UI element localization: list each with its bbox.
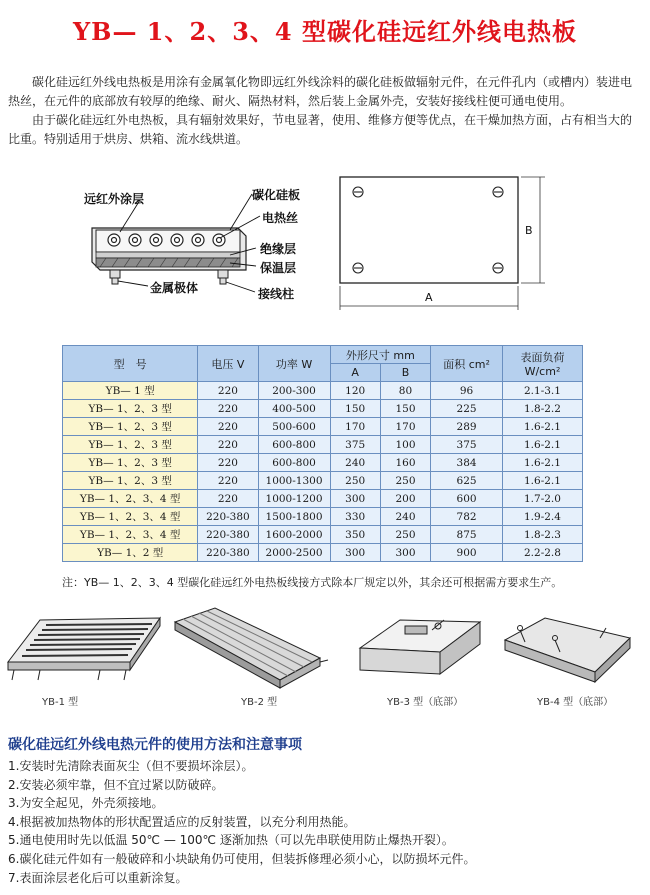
header-b: B <box>380 364 430 382</box>
product-yb3-image <box>360 620 480 674</box>
cell-a: 150 <box>330 400 380 418</box>
usage-item: 2.安装必须牢靠，但不宜过紧以防破碎。 <box>8 777 224 792</box>
cell-load: 1.6-2.1 <box>502 418 582 436</box>
cell-voltage: 220-380 <box>198 526 258 544</box>
cell-a: 170 <box>330 418 380 436</box>
cell-b: 150 <box>380 400 430 418</box>
header-model: 型 号 <box>63 346 198 382</box>
table-row <box>63 436 583 454</box>
cell-b: 200 <box>380 490 430 508</box>
usage-item: 3.为安全起见，外壳须接地。 <box>8 796 164 811</box>
cell-model: YB— 1、2、3、4 型 <box>63 526 198 544</box>
usage-list <box>8 757 475 887</box>
cell-voltage: 220 <box>198 490 258 508</box>
cell-b: 240 <box>380 508 430 526</box>
header-voltage: 电压 V <box>198 346 258 382</box>
cell-power: 200-300 <box>258 382 330 400</box>
cell-power: 600-800 <box>258 454 330 472</box>
product-label-yb2: YB-2 型 <box>241 697 278 708</box>
product-yb4-image <box>505 618 630 682</box>
table-row <box>63 418 583 436</box>
cell-model: YB— 1、2 型 <box>63 544 198 562</box>
cell-area: 375 <box>431 436 503 454</box>
cell-a: 300 <box>330 490 380 508</box>
cell-load: 1.6-2.1 <box>502 454 582 472</box>
cell-b: 300 <box>380 544 430 562</box>
plan-diagram <box>335 172 550 312</box>
label-heating-wire: 电热丝 <box>262 211 299 225</box>
cross-section-diagram <box>70 178 345 308</box>
usage-item: 5.通电使用时先以低温 50℃ — 100℃ 逐渐加热（可以先串联使用防止爆热开裂）。 <box>8 833 454 848</box>
cell-area: 782 <box>431 508 503 526</box>
cell-voltage: 220 <box>198 454 258 472</box>
product-label-yb3: YB-3 型（底部） <box>387 697 464 708</box>
cell-model: YB— 1 型 <box>63 382 198 400</box>
dim-b-label: B <box>525 224 533 237</box>
table-note: 注：YB— 1、2、3、4 型碳化硅远红外电热板线接方式除本厂规定以外，其余还可根据需方要求生产。 <box>62 576 563 589</box>
cell-power: 400-500 <box>258 400 330 418</box>
product-yb1-image <box>8 618 160 680</box>
usage-item: 6.碳化硅元件如有一般破碎和小块缺角仍可使用，但装拆修理必须小心，以防损坏元件。 <box>8 851 476 866</box>
header-load-unit: W/cm² <box>524 365 561 378</box>
table-row <box>63 508 583 526</box>
cell-model: YB— 1、2、3 型 <box>63 436 198 454</box>
dim-a-label: A <box>425 291 433 304</box>
table-header-row <box>63 346 583 364</box>
cell-load: 2.1-3.1 <box>502 382 582 400</box>
cell-area: 96 <box>431 382 503 400</box>
cell-a: 120 <box>330 382 380 400</box>
cell-model: YB— 1、2、3 型 <box>63 400 198 418</box>
cell-a: 240 <box>330 454 380 472</box>
cell-a: 330 <box>330 508 380 526</box>
cell-power: 600-800 <box>258 436 330 454</box>
cell-load: 1.8-2.3 <box>502 526 582 544</box>
cell-a: 350 <box>330 526 380 544</box>
cell-model: YB— 1、2、3、4 型 <box>63 490 198 508</box>
table-row <box>63 382 583 400</box>
table-row <box>63 454 583 472</box>
header-size: 外形尺寸 mm <box>330 346 431 364</box>
product-label-yb1: YB-1 型 <box>42 697 79 708</box>
intro-paragraph-2: 由于碳化硅远红外电热板，具有辐射效果好，节电显著，使用、维修方便等优点，在干燥加热方面，占有相当大的比重。特别适用于烘房、烘箱、流水线烘道。 <box>8 113 633 146</box>
cell-area: 289 <box>431 418 503 436</box>
cell-a: 250 <box>330 472 380 490</box>
cell-model: YB— 1、2、3 型 <box>63 472 198 490</box>
cell-b: 250 <box>380 526 430 544</box>
cell-model: YB— 1、2、3、4 型 <box>63 508 198 526</box>
cell-area: 600 <box>431 490 503 508</box>
table-row <box>63 544 583 562</box>
table-row <box>63 472 583 490</box>
header-a: A <box>330 364 380 382</box>
label-insulation: 绝缘层 <box>260 242 297 256</box>
cell-power: 1000-1200 <box>258 490 330 508</box>
label-coating: 远红外涂层 <box>84 192 145 206</box>
label-sic-plate: 碳化硅板 <box>252 188 301 202</box>
header-load <box>502 346 582 382</box>
cell-load: 1.6-2.1 <box>502 436 582 454</box>
table-row <box>63 490 583 508</box>
plan-drawing <box>335 172 550 312</box>
cell-area: 625 <box>431 472 503 490</box>
cell-b: 170 <box>380 418 430 436</box>
cell-a: 300 <box>330 544 380 562</box>
cell-power: 1500-1800 <box>258 508 330 526</box>
cell-area: 225 <box>431 400 503 418</box>
cell-load: 1.6-2.1 <box>502 472 582 490</box>
cell-voltage: 220 <box>198 400 258 418</box>
cell-power: 500-600 <box>258 418 330 436</box>
cell-power: 2000-2500 <box>258 544 330 562</box>
cell-power: 1000-1300 <box>258 472 330 490</box>
cell-voltage: 220 <box>198 418 258 436</box>
spec-table <box>62 345 583 562</box>
usage-title: 碳化硅远红外线电热元件的使用方法和注意事项 <box>8 737 302 753</box>
intro-paragraph-1: 碳化硅远红外线电热板是用涂有金属氧化物即远红外线涂料的碳化硅板做辐射元件，在元件孔内（或槽内）装进电热丝，在元件的底部放有较厚的绝缘、耐火、隔热材料，然后装上金属外壳，安装好接线柱便可通电使用。 <box>8 75 633 108</box>
cell-voltage: 220 <box>198 382 258 400</box>
cell-area: 384 <box>431 454 503 472</box>
table-row <box>63 400 583 418</box>
cell-load: 1.8-2.2 <box>502 400 582 418</box>
table-row <box>63 526 583 544</box>
cell-a: 375 <box>330 436 380 454</box>
label-thermal-layer: 保温层 <box>260 261 297 275</box>
cell-area: 875 <box>431 526 503 544</box>
cell-power: 1600-2000 <box>258 526 330 544</box>
label-metal-body: 金属极体 <box>150 281 199 295</box>
cell-b: 100 <box>380 436 430 454</box>
cell-voltage: 220 <box>198 436 258 454</box>
cell-b: 160 <box>380 454 430 472</box>
cell-b: 80 <box>380 382 430 400</box>
cell-b: 250 <box>380 472 430 490</box>
product-yb2-image <box>175 608 328 688</box>
cell-load: 1.9-2.4 <box>502 508 582 526</box>
cell-voltage: 220 <box>198 472 258 490</box>
intro-text <box>8 73 640 149</box>
cell-voltage: 220-380 <box>198 508 258 526</box>
cell-load: 1.7-2.0 <box>502 490 582 508</box>
header-load-title: 表面负荷 <box>520 351 565 364</box>
cell-model: YB— 1、2、3 型 <box>63 418 198 436</box>
usage-item: 7.表面涂层老化后可以重新涂复。 <box>8 870 188 885</box>
label-terminal: 接线柱 <box>258 287 295 301</box>
header-power: 功率 W <box>258 346 330 382</box>
usage-item: 4.根据被加热物体的形状配置适应的反射装置，以充分利用热能。 <box>8 814 356 829</box>
cell-voltage: 220-380 <box>198 544 258 562</box>
spec-table-body <box>63 382 583 562</box>
cell-load: 2.2-2.8 <box>502 544 582 562</box>
page-title: YB— 1、2、3、4 型碳化硅远红外线电热板 <box>73 17 577 46</box>
cell-area: 900 <box>431 544 503 562</box>
cell-model: YB— 1、2、3 型 <box>63 454 198 472</box>
header-area: 面积 cm² <box>431 346 503 382</box>
product-label-yb4: YB-4 型（底部） <box>537 697 614 708</box>
usage-item: 1.安装时先清除表面灰尘（但不要损坏涂层）。 <box>8 759 254 773</box>
